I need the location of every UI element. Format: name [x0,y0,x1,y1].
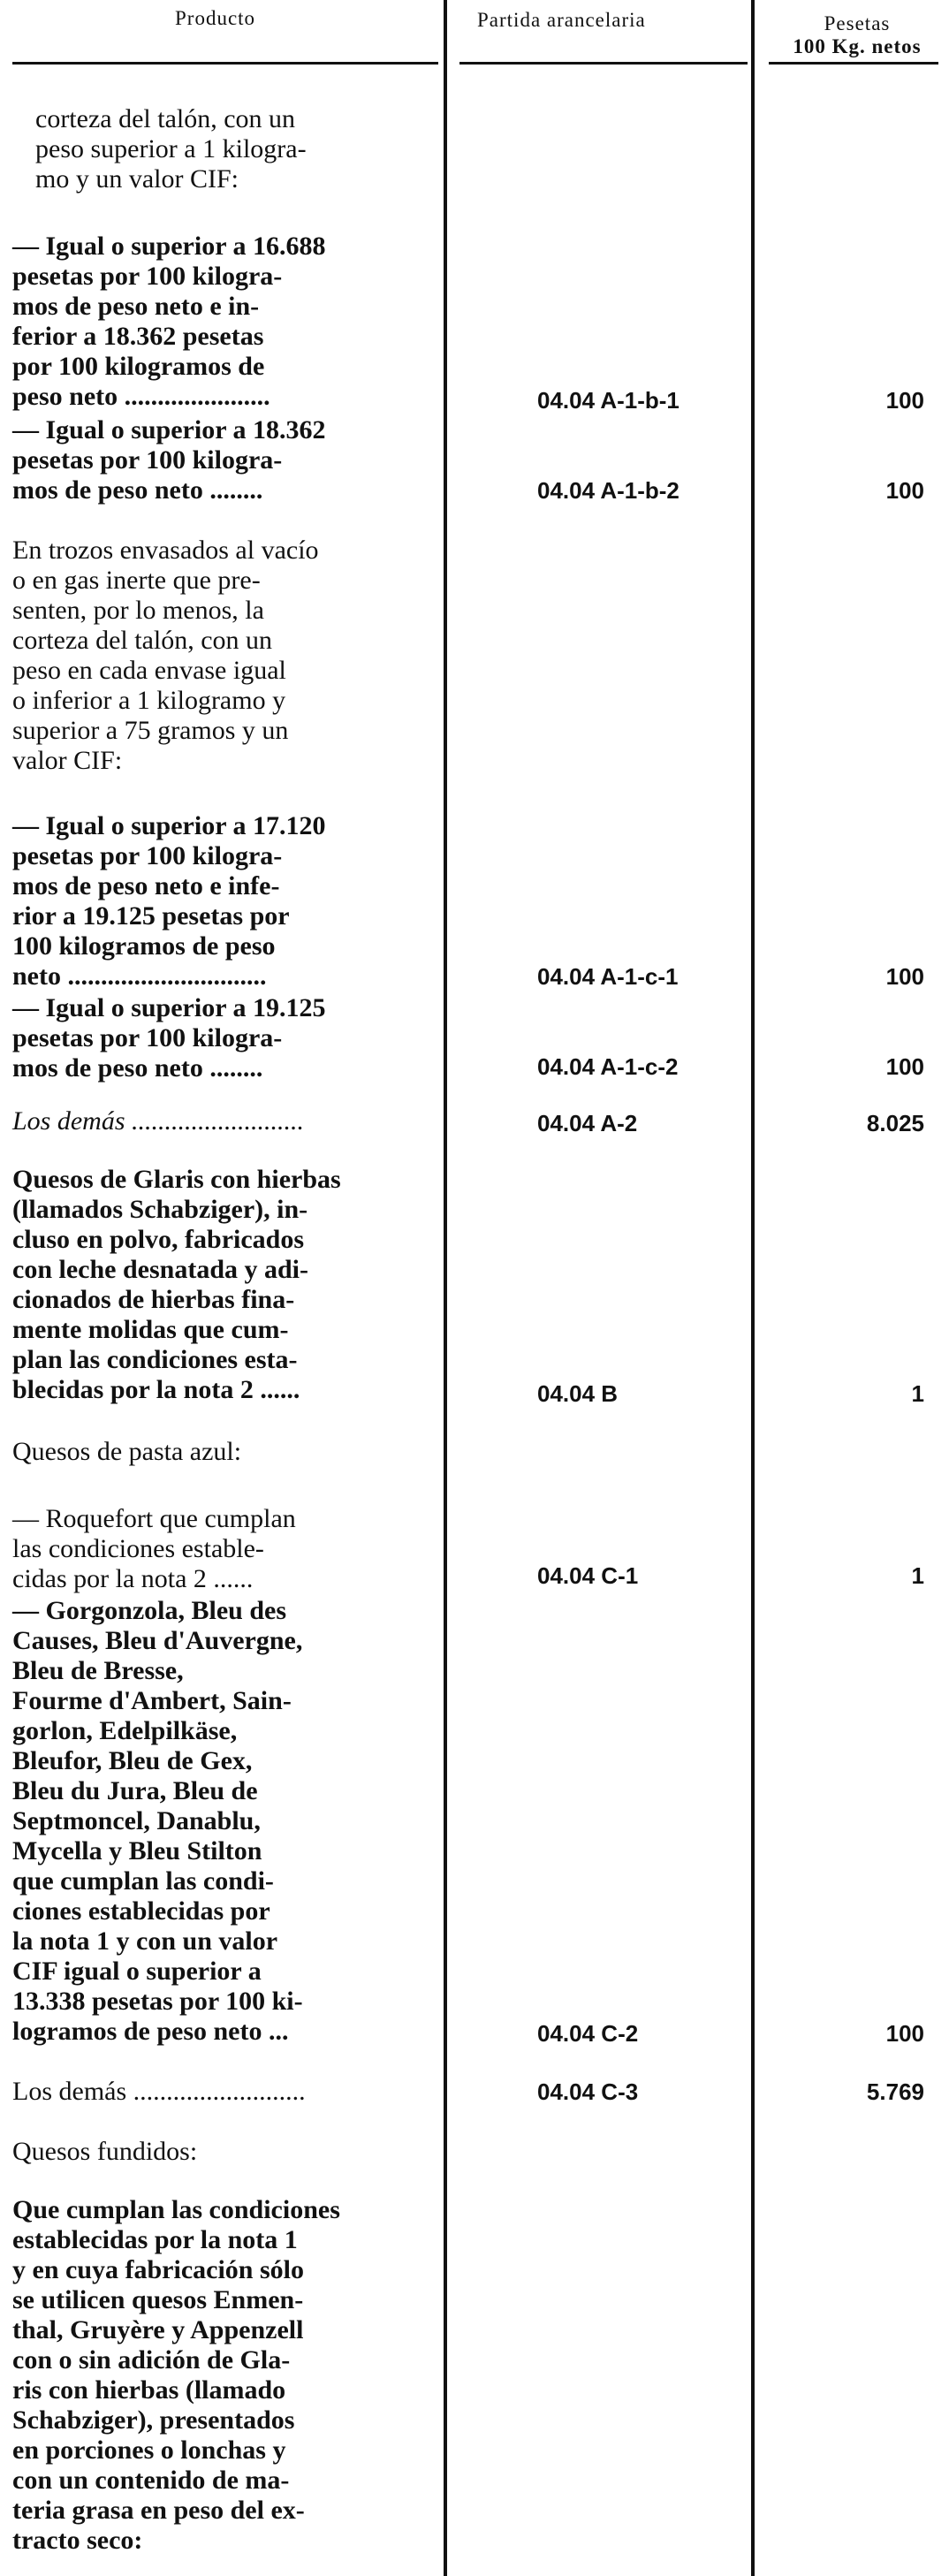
rate-a2: 8.025 [866,1110,924,1136]
tariff-code-c1: 04.04 C-1 [537,1562,639,1589]
row-text-a1b2: — Igual o superior a 18.362 pesetas por 100 kilogra- mos de peso neto ........ [12,415,326,505]
row-text-pasta-azul: Quesos de pasta azul: [12,1437,242,1466]
header-rule-middle [459,62,748,65]
row-text-trozos-envasados: En trozos envasados al vacío o en gas inerte que pre- senten, por lo menos, la corteza del talón, con un peso en cada envase igual o inferior a 1 kilogramo y superior a 75 gramos y un valor CIF: [12,536,319,775]
tariff-code-b: 04.04 B [537,1380,619,1407]
row-text-a1c1: — Igual o superior a 17.120 pesetas por 100 kilogra- mos de peso neto e infe- rior a 19.125 pesetas por 100 kilogramos de peso neto .............................. [12,811,326,991]
column-divider-1 [444,0,447,2576]
row-text-roquefort: — Roquefort que cumplan las condiciones estable- cidas por la nota 2 ...... [12,1504,296,1593]
tariff-code-a1b2: 04.04 A-1-b-2 [537,477,679,504]
header-producto: Producto [175,7,256,29]
tariff-code-c2: 04.04 C-2 [537,2020,639,2047]
header-partida: Partida arancelaria [477,9,646,31]
row-text-corteza-intro: corteza del talón, con un peso superior a 1 kilogra- mo y un valor CIF: [35,104,307,194]
rate-c1: 1 [911,1562,924,1589]
header-rule-left [12,62,438,65]
tariff-code-a1c1: 04.04 A-1-c-1 [537,963,679,990]
row-text-a1c2: — Igual o superior a 19.125 pesetas por 100 kilogra- mos de peso neto ........ [12,993,326,1083]
header-pesetas-line2: 100 Kg. netos [793,35,922,57]
tariff-code-a2: 04.04 A-2 [537,1110,638,1136]
row-text-a1b1: — Igual o superior a 16.688 pesetas por 100 kilogra- mos de peso neto e in- ferior a 18.362 pesetas por 100 kilogramos de peso neto ...................... [12,232,326,411]
header-rule-right [769,62,938,65]
rate-a1c1: 100 [885,963,924,990]
row-text-los-demas-c3: Los demás .......................... [12,2077,306,2106]
tariff-code-c3: 04.04 C-3 [537,2078,639,2105]
rate-a1b2: 100 [885,477,924,504]
tariff-code-a1b1: 04.04 A-1-b-1 [537,387,679,414]
row-text-cumplan-nota1: Que cumplan las condiciones establecidas por la nota 1 y en cuya fabricación sólo se utilicen quesos Enmen- thal, Gruyère y Appenzell con o sin adición de Gla- ris con hierbas (llamado Schabziger), presentados en porciones o lonchas y con un contenido de ma- teria grasa en peso del ex- tracto seco: [12,2195,340,2555]
tariff-code-a1c2: 04.04 A-1-c-2 [537,1053,679,1080]
row-text-gorgonzola: — Gorgonzola, Bleu des Causes, Bleu d'Auvergne, Bleu de Bresse, Fourme d'Ambert, Sain- gorlon, Edelpilkäse, Bleufor, Bleu de Gex, Bleu du Jura, Bleu de Septmoncel, Danablu, Mycella y Bleu Stilton que cumplan las condi- ciones establecidas por la nota 1 y con un valor CIF igual o superior a 13.338 pesetas por 100 ki- logramos de peso neto ... [12,1596,303,2046]
header-pesetas [769,12,945,58]
rate-a1b1: 100 [885,387,924,414]
column-divider-2 [751,0,755,2576]
rate-a1c2: 100 [885,1053,924,1080]
row-text-glaris: Quesos de Glaris con hierbas (llamados Schabziger), in- cluso en polvo, fabricados con leche desnatada y adi- cionados de hierbas fina- mente molidas que cum- plan las condiciones esta- blecidas por la nota 2 ...... [12,1165,341,1404]
rate-c3: 5.769 [866,2078,924,2105]
row-text-quesos-fundidos: Quesos fundidos: [12,2137,198,2166]
rate-b: 1 [911,1380,924,1407]
header-pesetas-line1: Pesetas [824,12,891,34]
row-text-los-demas-a2: Los demás .......................... [12,1106,305,1136]
rate-c2: 100 [885,2020,924,2047]
